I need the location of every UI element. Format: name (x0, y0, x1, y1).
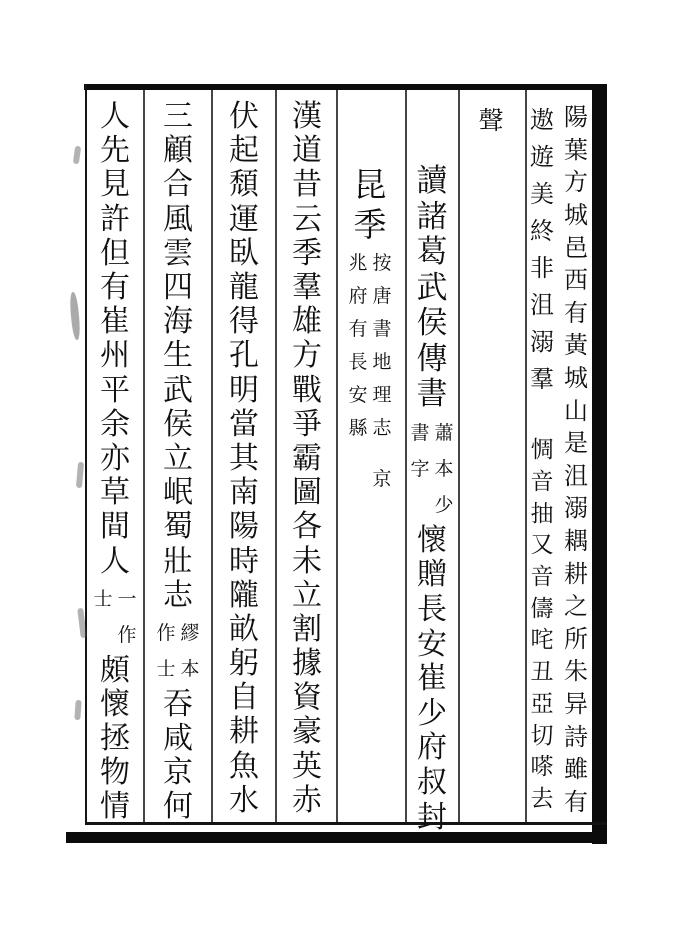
edition-note-right-line: 蕭 本 少 (434, 422, 454, 516)
scan-artifact (74, 700, 81, 720)
commentary-left-line (528, 101, 556, 818)
edition-note-left-line: 書 字 (410, 422, 430, 480)
variant-note-miao-left-line: 作 士 (156, 622, 176, 681)
frame-top-border (84, 84, 607, 90)
poem-line-3-part1: 三 顧 合 風 雲 四 海 生 武 侯 立 岷 蜀 壯 志 (163, 100, 193, 613)
frame-right-border (592, 84, 607, 844)
variant-note-miao (154, 616, 202, 688)
poem-line-3-part2: 吞 咸 京 何 (163, 687, 193, 825)
edition-note (408, 416, 456, 524)
frame-bottom-thick-border (66, 832, 607, 843)
commentary-right-line: 陽 葉 方 城 邑 西 有 黃 城 山 是 沮 溺 耦 耕 之 所 朱 异 詩 雖 有 (564, 103, 588, 816)
column-rule (458, 90, 460, 822)
scan-artifact (69, 292, 81, 341)
scan-artifact (76, 462, 84, 488)
column-rule (336, 90, 338, 822)
poem-line-column-2: 伏 起 頹 運 臥 龍 得 孔 明 當 其 南 陽 時 隴 畝 躬 自 耕 魚 水 (229, 100, 259, 818)
dedication-text: 懷 贈 長 安 崔 少 府 叔 封 (417, 523, 447, 835)
poem-line-column-3 (158, 100, 198, 825)
kunji-column (350, 164, 390, 496)
geography-note-right-part2: 京 (372, 468, 392, 490)
carryover-character-column: 聲 (478, 106, 504, 135)
kunji-text: 昆 季 (353, 164, 387, 244)
frame-left-border (85, 84, 87, 825)
geography-note (346, 247, 394, 496)
column-rule (275, 90, 277, 822)
variant-note-yizuo (91, 582, 139, 654)
commentary-column (528, 101, 590, 818)
variant-note-yizuo-left-line: 士 (93, 588, 113, 611)
column-rule (525, 90, 527, 822)
column-rule (211, 90, 213, 822)
poem-line-4-part2: 頗 懷 拯 物 情 (100, 653, 130, 825)
commentary-left-line-part1: 遨 遊 美 終 非 沮 溺 羣 (530, 105, 554, 393)
poem-line-column-4 (95, 100, 135, 825)
commentary-left-line-part2: 惆 音 抽 又 音 儔 咤 丑 亞 切 嗏 去 (530, 437, 554, 812)
poem-line-column-1: 漢 道 昔 云 季 羣 雄 方 戰 爭 霸 圖 各 未 立 割 據 資 豪 英 赤 (292, 100, 322, 818)
poem-line-4-part1: 人 先 見 許 但 有 崔 州 平 余 亦 草 間 人 (100, 100, 130, 579)
geography-note-right-line (371, 247, 393, 496)
variant-note-yizuo-right-line: 一 作 (117, 588, 137, 647)
column-rule (143, 90, 145, 822)
variant-note-miao-right-line: 繆 本 (180, 622, 200, 681)
column-rule (405, 90, 407, 822)
geography-note-right-part1: 按 唐 書 地 理 志 (372, 252, 392, 439)
geography-note-left-line: 兆 府 有 長 安 縣 (348, 252, 368, 439)
scan-artifact (73, 146, 81, 165)
poem-title-text: 讀 諸 葛 武 侯 傳 書 (416, 164, 448, 413)
poem-title-column (412, 164, 452, 835)
